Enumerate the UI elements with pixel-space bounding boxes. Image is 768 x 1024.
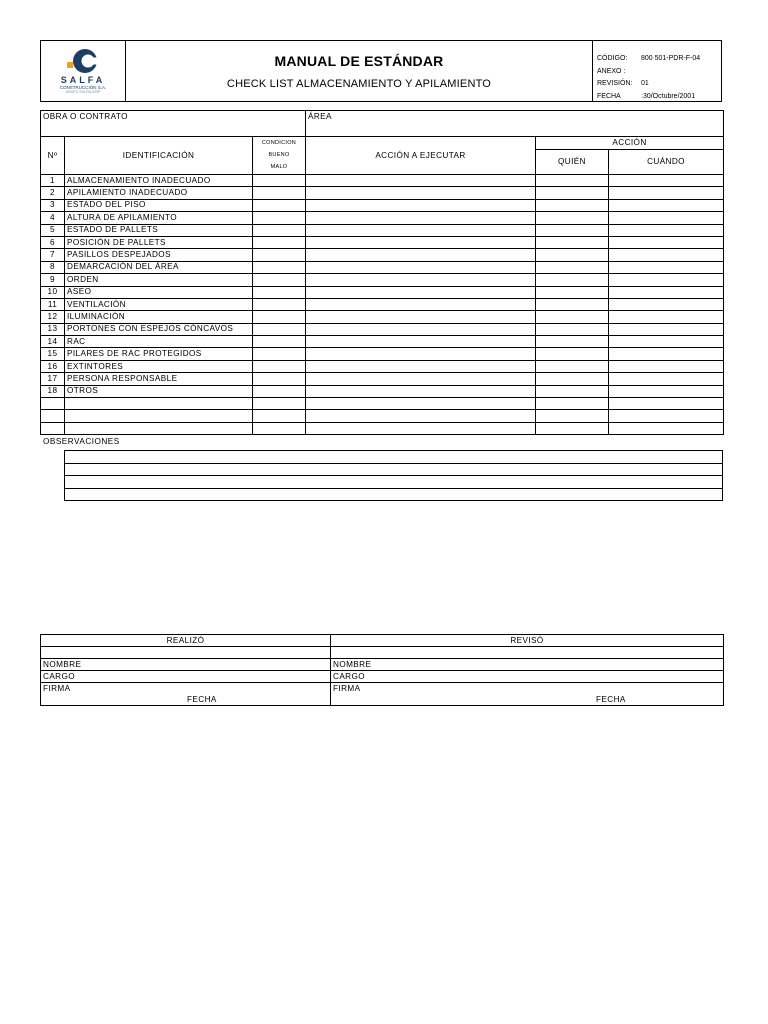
realizo-header: REALIZÓ xyxy=(41,635,331,647)
table-row xyxy=(41,274,724,286)
meta-label: FECHA xyxy=(597,92,621,100)
item-label: POSICIÓN DE PALLETS xyxy=(65,236,253,248)
accion-cell[interactable] xyxy=(306,249,536,261)
item-number: 14 xyxy=(41,336,65,348)
quien-cell[interactable] xyxy=(536,236,609,248)
condicion-cell[interactable] xyxy=(253,224,306,236)
table-row xyxy=(41,249,724,261)
table-row xyxy=(41,373,724,385)
item-number: 10 xyxy=(41,286,65,298)
item-number: 12 xyxy=(41,311,65,323)
table-row xyxy=(41,286,724,298)
item-label: DEMARCACIÓN DEL ÁREA xyxy=(65,261,253,273)
condicion-cell[interactable] xyxy=(253,422,306,434)
cuando-cell[interactable] xyxy=(609,398,724,410)
item-number: 5 xyxy=(41,224,65,236)
cuando-cell[interactable] xyxy=(609,212,724,224)
quien-cell[interactable] xyxy=(536,286,609,298)
item-label[interactable] xyxy=(65,410,253,422)
table-row xyxy=(41,236,724,248)
item-number: 4 xyxy=(41,212,65,224)
cuando-cell[interactable] xyxy=(609,236,724,248)
cuando-cell[interactable] xyxy=(609,311,724,323)
realizo-nombre-field[interactable]: NOMBRE xyxy=(41,659,331,671)
item-number: 8 xyxy=(41,261,65,273)
meta-label: REVISIÓN: xyxy=(597,80,633,87)
table-row xyxy=(41,360,724,372)
accion-cell[interactable] xyxy=(306,336,536,348)
accion-cell[interactable] xyxy=(306,385,536,397)
accion-cell[interactable] xyxy=(306,224,536,236)
cuando-cell[interactable] xyxy=(609,249,724,261)
quien-cell[interactable] xyxy=(536,422,609,434)
quien-cell[interactable] xyxy=(536,224,609,236)
item-number: 16 xyxy=(41,360,65,372)
cuando-cell[interactable] xyxy=(609,385,724,397)
accion-cell[interactable] xyxy=(306,261,536,273)
cuando-cell[interactable] xyxy=(609,274,724,286)
cuando-cell[interactable] xyxy=(609,360,724,372)
meta-value: 01 xyxy=(641,80,649,87)
condicion-cell[interactable] xyxy=(253,274,306,286)
obra-contrato-field[interactable]: OBRA O CONTRATO xyxy=(41,111,306,137)
condicion-cell[interactable] xyxy=(253,199,306,211)
cuando-cell[interactable] xyxy=(609,286,724,298)
meta-label: CÓDIGO: xyxy=(597,55,628,62)
table-row xyxy=(41,187,724,199)
realizo-cargo-field[interactable]: CARGO xyxy=(41,671,331,683)
quien-cell[interactable] xyxy=(536,323,609,335)
cuando-cell[interactable] xyxy=(609,187,724,199)
item-number: 6 xyxy=(41,236,65,248)
table-row xyxy=(41,311,724,323)
observaciones-line[interactable] xyxy=(65,488,723,501)
cuando-cell[interactable] xyxy=(609,422,724,434)
meta-label: ANEXO : xyxy=(597,67,626,75)
observaciones-box xyxy=(64,450,723,501)
accion-cell[interactable] xyxy=(306,175,536,187)
salfa-logo-icon xyxy=(61,48,105,74)
realizo-fecha-label: FECHA xyxy=(187,695,217,704)
item-label: APILAMIENTO INADECUADO xyxy=(65,187,253,199)
meta-anexo xyxy=(597,66,721,79)
reviso-firma-label: FIRMA xyxy=(333,684,361,693)
accion-cell[interactable] xyxy=(306,212,536,224)
accion-cell[interactable] xyxy=(306,348,536,360)
accion-cell[interactable] xyxy=(306,311,536,323)
item-label: VENTILACIÓN xyxy=(65,298,253,310)
item-label: RAC xyxy=(65,336,253,348)
condicion-cell[interactable] xyxy=(253,385,306,397)
company-logo xyxy=(41,41,126,101)
accion-cell[interactable] xyxy=(306,298,536,310)
item-label[interactable] xyxy=(65,422,253,434)
condicion-cell[interactable] xyxy=(253,398,306,410)
quien-cell[interactable] xyxy=(536,410,609,422)
condicion-cell[interactable] xyxy=(253,298,306,310)
item-label: ALMACENAMIENTO INADECUADO xyxy=(65,175,253,187)
condicion-cell[interactable] xyxy=(253,348,306,360)
meta-value: 800 501-PDR-F-04 xyxy=(641,55,701,62)
accion-cell[interactable] xyxy=(306,199,536,211)
col-header-accion-ejecutar: ACCIÓN A EJECUTAR xyxy=(306,137,536,175)
item-number xyxy=(41,422,65,434)
quien-cell[interactable] xyxy=(536,385,609,397)
meta-fecha xyxy=(597,91,721,104)
malo-label: MALO xyxy=(270,164,288,170)
bueno-label: BUENO xyxy=(268,152,290,158)
document-title: MANUAL DE ESTÁNDAR xyxy=(274,52,444,69)
condicion-cell[interactable] xyxy=(253,323,306,335)
condicion-cell[interactable] xyxy=(253,410,306,422)
item-number xyxy=(41,410,65,422)
document-header xyxy=(40,40,722,102)
accion-cell[interactable] xyxy=(306,236,536,248)
condicion-cell[interactable] xyxy=(253,261,306,273)
condicion-cell[interactable] xyxy=(253,336,306,348)
cuando-cell[interactable] xyxy=(609,298,724,310)
signature-table xyxy=(40,634,724,706)
condicion-cell[interactable] xyxy=(253,311,306,323)
condicion-cell[interactable] xyxy=(253,212,306,224)
col-header-cuando: CUÁNDO xyxy=(609,150,724,175)
accion-cell[interactable] xyxy=(306,373,536,385)
item-number: 17 xyxy=(41,373,65,385)
realizo-blank[interactable] xyxy=(41,647,331,659)
cuando-cell[interactable] xyxy=(609,199,724,211)
item-label: PERSONA RESPONSABLE xyxy=(65,373,253,385)
item-label: OTROS xyxy=(65,385,253,397)
accion-cell[interactable] xyxy=(306,410,536,422)
condicion-cell[interactable] xyxy=(253,187,306,199)
quien-cell[interactable] xyxy=(536,298,609,310)
logo-tagline: GRUPO SALFACORP xyxy=(65,90,101,94)
document-meta xyxy=(593,41,721,101)
condicion-cell[interactable] xyxy=(253,249,306,261)
item-number: 18 xyxy=(41,385,65,397)
observaciones-line[interactable] xyxy=(65,476,723,489)
cuando-cell[interactable] xyxy=(609,224,724,236)
quien-cell[interactable] xyxy=(536,336,609,348)
item-number: 2 xyxy=(41,187,65,199)
item-number: 9 xyxy=(41,274,65,286)
table-row xyxy=(41,199,724,211)
col-header-num: Nº xyxy=(41,137,65,175)
table-row xyxy=(41,398,724,410)
item-label: PASILLOS DESPEJADOS xyxy=(65,249,253,261)
cuando-cell[interactable] xyxy=(609,261,724,273)
document-subtitle: CHECK LIST ALMACENAMIENTO Y APILAMIENTO xyxy=(226,77,492,90)
accion-cell[interactable] xyxy=(306,398,536,410)
quien-cell[interactable] xyxy=(536,249,609,261)
accion-cell[interactable] xyxy=(306,187,536,199)
quien-cell[interactable] xyxy=(536,212,609,224)
item-number: 11 xyxy=(41,298,65,310)
meta-codigo xyxy=(597,53,721,66)
item-label: PILARES DE RAC PROTEGIDOS xyxy=(65,348,253,360)
quien-cell[interactable] xyxy=(536,311,609,323)
table-row xyxy=(41,422,724,434)
col-header-identificacion: IDENTIFICACIÓN xyxy=(65,137,253,175)
table-row xyxy=(41,261,724,273)
quien-cell[interactable] xyxy=(536,175,609,187)
item-label: ILUMINACIÓN xyxy=(65,311,253,323)
reviso-fecha-label: FECHA xyxy=(596,695,626,704)
col-header-condicion xyxy=(253,137,306,175)
area-field[interactable]: ÁREA xyxy=(306,111,724,137)
table-row xyxy=(41,175,724,187)
item-number xyxy=(41,398,65,410)
table-row xyxy=(41,385,724,397)
logo-subtitle: CONSTRUCCIÓN S.A. xyxy=(59,85,107,90)
table-row xyxy=(41,224,724,236)
item-label: ESTADO DEL PISO xyxy=(65,199,253,211)
cuando-cell[interactable] xyxy=(609,336,724,348)
reviso-nombre-field[interactable]: NOMBRE xyxy=(331,659,724,671)
title-block xyxy=(126,41,593,101)
table-row xyxy=(41,323,724,335)
table-row xyxy=(41,336,724,348)
item-number: 3 xyxy=(41,199,65,211)
cuando-cell[interactable] xyxy=(609,373,724,385)
accion-cell[interactable] xyxy=(306,422,536,434)
meta-revision xyxy=(597,78,721,91)
item-label: EXTINTORES xyxy=(65,360,253,372)
quien-cell[interactable] xyxy=(536,360,609,372)
item-label: PORTONES CON ESPEJOS CÓNCAVOS xyxy=(65,323,253,335)
logo-name: SALFA xyxy=(60,75,106,85)
col-header-accion: ACCIÓN xyxy=(536,137,724,150)
table-row xyxy=(41,212,724,224)
quien-cell[interactable] xyxy=(536,274,609,286)
cuando-cell[interactable] xyxy=(609,323,724,335)
condicion-label: CONDICION xyxy=(261,140,297,146)
condicion-cell[interactable] xyxy=(253,360,306,372)
item-number: 1 xyxy=(41,175,65,187)
item-number: 7 xyxy=(41,249,65,261)
reviso-firma-field[interactable] xyxy=(331,683,724,706)
condicion-cell[interactable] xyxy=(253,175,306,187)
condicion-cell[interactable] xyxy=(253,286,306,298)
quien-cell[interactable] xyxy=(536,398,609,410)
table-row xyxy=(41,410,724,422)
table-row xyxy=(41,298,724,310)
quien-cell[interactable] xyxy=(536,348,609,360)
realizo-firma-label: FIRMA xyxy=(43,684,71,693)
accion-cell[interactable] xyxy=(306,323,536,335)
realizo-firma-field[interactable] xyxy=(41,683,331,706)
meta-value: :30/Octubre/2001 xyxy=(641,92,696,100)
cuando-cell[interactable] xyxy=(609,175,724,187)
item-label: ESTADO DE PALLETS xyxy=(65,224,253,236)
table-row xyxy=(41,348,724,360)
item-label: ASEO xyxy=(65,286,253,298)
col-header-quien: QUIÉN xyxy=(536,150,609,175)
observaciones-line[interactable] xyxy=(65,463,723,476)
condicion-cell[interactable] xyxy=(253,373,306,385)
quien-cell[interactable] xyxy=(536,187,609,199)
item-label: ORDEN xyxy=(65,274,253,286)
checklist-table xyxy=(40,110,724,435)
item-number: 15 xyxy=(41,348,65,360)
quien-cell[interactable] xyxy=(536,199,609,211)
reviso-header: REVISÓ xyxy=(331,635,724,647)
reviso-cargo-field[interactable]: CARGO xyxy=(331,671,724,683)
item-label[interactable] xyxy=(65,398,253,410)
reviso-blank[interactable] xyxy=(331,647,724,659)
condicion-cell[interactable] xyxy=(253,236,306,248)
observaciones-label: OBSERVACIONES xyxy=(43,437,120,446)
observaciones-line[interactable] xyxy=(65,451,723,464)
item-label: ALTURA DE APILAMIENTO xyxy=(65,212,253,224)
item-number: 13 xyxy=(41,323,65,335)
accion-cell[interactable] xyxy=(306,360,536,372)
accion-cell[interactable] xyxy=(306,274,536,286)
quien-cell[interactable] xyxy=(536,261,609,273)
cuando-cell[interactable] xyxy=(609,410,724,422)
quien-cell[interactable] xyxy=(536,373,609,385)
cuando-cell[interactable] xyxy=(609,348,724,360)
accion-cell[interactable] xyxy=(306,286,536,298)
